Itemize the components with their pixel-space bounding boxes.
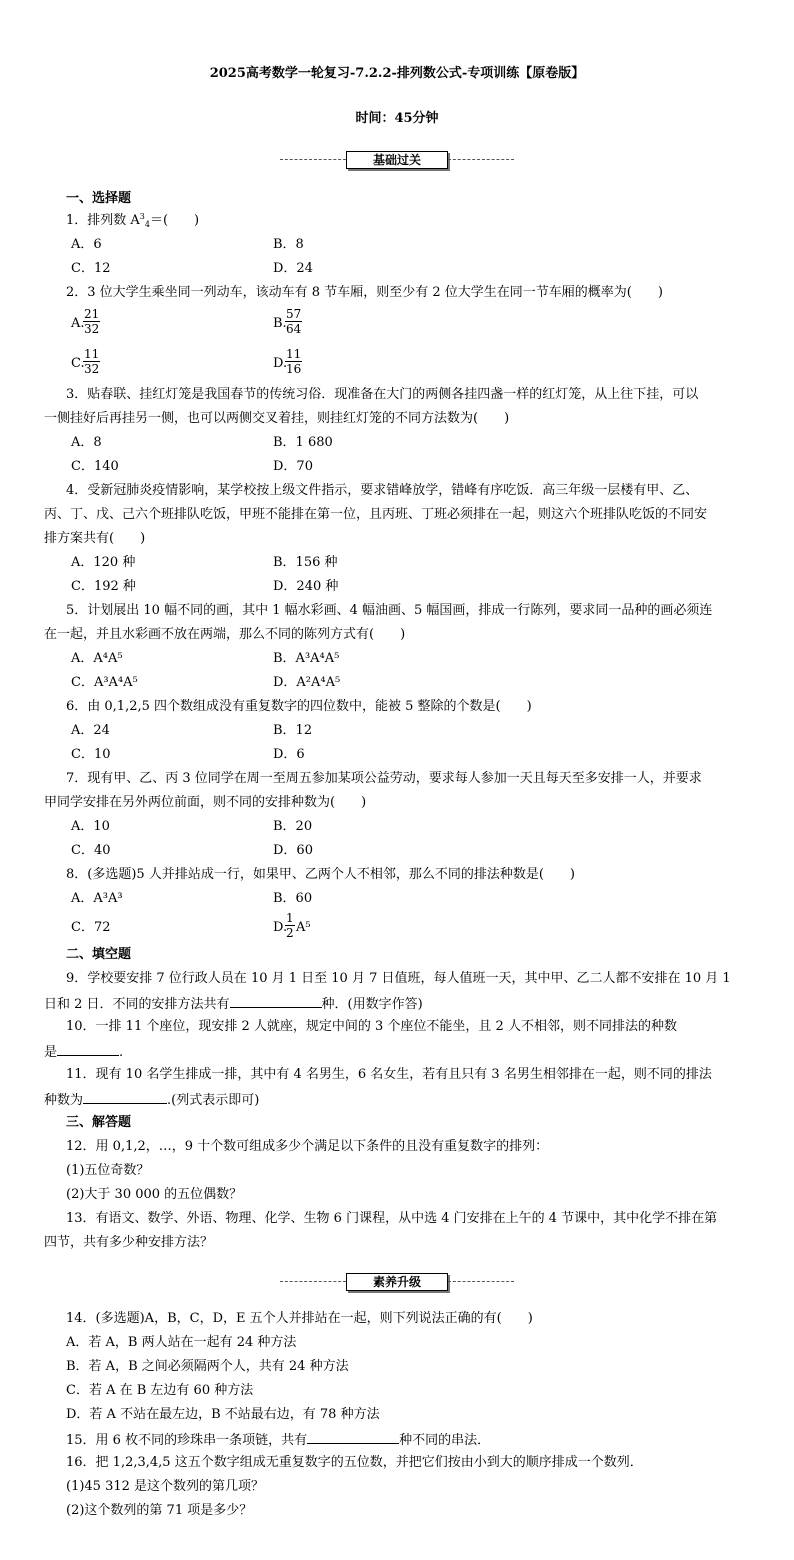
q5-option-c: C．A³A⁴A⁵ — [71, 675, 138, 690]
q4-option-b: B．156 种 — [273, 555, 338, 570]
question-8: 8．(多选题)5 人并排站成一行，如果甲、乙两个人不相邻，那么不同的排法种数是( ) — [66, 867, 575, 882]
q6-option-d: D．6 — [273, 747, 305, 762]
q2-option-a-label: A. — [71, 316, 85, 331]
q1-stem-b: ＝( ) — [149, 213, 200, 228]
q2-option-c-fraction — [83, 347, 100, 376]
q4-option-c: C．192 种 — [71, 579, 136, 594]
q8-option-a: A．A³A³ — [71, 891, 123, 906]
q11-text-a: 种数为 — [44, 1093, 84, 1108]
q15-answer-blank[interactable] — [307, 1431, 399, 1444]
q2-b-denominator: 64 — [286, 322, 302, 336]
q8-option-d-tail: A⁵ — [296, 920, 311, 935]
q2-a-denominator: 32 — [84, 322, 100, 336]
question-11-line-1: 11．现有 10 名学生排成一排，其中有 4 名男生，6 名女生，若有且只有 3 名男生相邻排在一起，则不同的排法 — [66, 1067, 712, 1082]
question-10-line-2 — [44, 1043, 123, 1061]
question-6: 6．由 0,1,2,5 四个数组成没有重复数字的四位数中，能被 5 整除的个数是( ) — [66, 699, 532, 714]
q1-option-d: D．24 — [273, 261, 313, 276]
q10-text-b: . — [119, 1045, 124, 1060]
q15-text-a: 15．用 6 枚不同的珍珠串一条项链，共有 — [66, 1433, 308, 1448]
q5-option-b: B．A³A⁴A⁵ — [273, 651, 340, 666]
section-heading-solve: 三、解答题 — [66, 1115, 132, 1130]
q4-option-d: D．240 种 — [273, 579, 339, 594]
question-13-line-2: 四节，共有多少种安排方法？ — [44, 1235, 214, 1250]
q3-option-a: A．8 — [71, 435, 102, 450]
q3-option-c: C．140 — [71, 459, 119, 474]
q2-c-denominator: 32 — [84, 362, 100, 376]
q2-option-b-label: B. — [273, 316, 287, 331]
q2-d-denominator: 16 — [286, 362, 302, 376]
q14-option-b: B．若 A，B 之间必须隔两个人，共有 24 种方法 — [66, 1359, 349, 1374]
q4-option-a: A．120 种 — [71, 555, 136, 570]
q7-option-c: C．40 — [71, 843, 111, 858]
q9-text-b: 种．(用数字作答) — [321, 997, 423, 1012]
section-banner-advanced — [280, 1273, 514, 1291]
question-4-line-1: 4．受新冠肺炎疫情影响，某学校按上级文件指示，要求错峰放学，错峰有序吃饭．高三年级一层楼有甲、乙、 — [66, 483, 699, 498]
q2-option-b-fraction — [285, 307, 302, 336]
q2-b-numerator: 57 — [286, 307, 302, 321]
q1-option-c: C．12 — [71, 261, 111, 276]
q2-option-a-fraction — [83, 307, 100, 336]
q2-option-c-label: C. — [71, 356, 85, 371]
q8-option-c: C．72 — [71, 920, 111, 935]
section-banner-basic — [280, 151, 514, 169]
q2-c-numerator: 11 — [84, 347, 100, 361]
q8-option-d-label: D. — [273, 920, 288, 935]
q11-answer-blank[interactable] — [83, 1091, 167, 1104]
question-3-line-1: 3．贴春联、挂红灯笼是我国春节的传统习俗．现准备在大门的两侧各挂四盏一样的红灯笼，从上往下挂，可以 — [66, 387, 699, 402]
question-14: 14．(多选题)A，B，C，D，E 五个人并排站在一起，则下列说法正确的有( ) — [66, 1311, 533, 1326]
q7-option-a: A．10 — [71, 819, 110, 834]
q2-a-numerator: 21 — [84, 307, 100, 321]
q3-option-d: D．70 — [273, 459, 313, 474]
q1-sub: 4 — [144, 220, 150, 229]
banner-divider — [280, 159, 346, 160]
q11-text-b: .(列式表示即可) — [167, 1093, 260, 1108]
q10-text-a: 是 — [44, 1045, 58, 1060]
banner-label: 素养升级 — [346, 1273, 448, 1291]
question-12-part-2: (2)大于 30 000 的五位偶数？ — [66, 1187, 243, 1202]
question-12-part-1: (1)五位奇数？ — [66, 1163, 150, 1178]
question-11-line-2 — [44, 1091, 259, 1109]
q5-option-d: D．A²A⁴A⁵ — [273, 675, 341, 690]
banner-divider — [448, 1281, 514, 1282]
question-16-part-2: (2)这个数列的第 71 项是多少？ — [66, 1503, 253, 1518]
q8-option-d-fraction — [285, 911, 295, 940]
q15-text-b: 种不同的串法． — [399, 1433, 491, 1448]
question-2: 2．3 位大学生乘坐同一列动车，该动车有 8 节车厢，则至少有 2 位大学生在同一节车厢的概率为( ) — [66, 285, 663, 300]
question-16-part-1: (1)45 312 是这个数列的第几项？ — [66, 1479, 265, 1494]
question-4-line-2: 丙、丁、戊、己六个班排队吃饭，甲班不能排在第一位，且丙班、丁班必须排在一起，则这六个班排队吃饭的不同安 — [44, 507, 708, 522]
q9-answer-blank[interactable] — [230, 995, 322, 1008]
q7-option-d: D．60 — [273, 843, 313, 858]
question-5-line-1: 5．计划展出 10 幅不同的画，其中 1 幅水彩画、4 幅油画、5 幅国画，排成一行陈列，要求同一品种的画必须连 — [66, 603, 713, 618]
section-heading-choice: 一、选择题 — [66, 191, 132, 206]
banner-divider — [448, 159, 514, 160]
q8-option-b: B．60 — [273, 891, 313, 906]
q6-option-a: A．24 — [71, 723, 110, 738]
q10-answer-blank[interactable] — [57, 1043, 119, 1056]
q1-option-a: A．6 — [71, 237, 102, 252]
question-9-line-2 — [44, 995, 423, 1013]
q2-option-d-fraction — [285, 347, 302, 376]
section-heading-fill: 二、填空题 — [66, 947, 132, 962]
question-15 — [66, 1431, 490, 1449]
q8-d-denominator: 2 — [286, 926, 294, 940]
question-7-line-1: 7．现有甲、乙、丙 3 位同学在周一至周五参加某项公益劳动，要求每人参加一天且每天至多安排一人，并要求 — [66, 771, 702, 786]
question-1 — [66, 213, 199, 229]
question-5-line-2: 在一起，并且水彩画不放在两端，那么不同的陈列方式有( ) — [44, 627, 406, 642]
q2-option-d-label: D. — [273, 356, 288, 371]
time-limit: 时间：45分钟 — [355, 111, 439, 126]
q2-d-numerator: 11 — [286, 347, 302, 361]
q1-sup: 3 — [139, 212, 145, 221]
q1-stem-a: 1．排列数 A — [66, 213, 140, 228]
question-13-line-1: 13．有语文、数学、外语、物理、化学、生物 6 门课程，从中选 4 门安排在上午的 4 节课中，其中化学不排在第 — [66, 1211, 718, 1226]
document-title: 2025高考数学一轮复习-7.2.2-排列数公式-专项训练【原卷版】 — [209, 66, 585, 81]
q6-option-b: B．12 — [273, 723, 313, 738]
q14-option-c: C．若 A 在 B 左边有 60 种方法 — [66, 1383, 254, 1398]
question-12: 12．用 0,1,2，…，9 十个数可组成多少个满足以下条件的且没有重复数字的排列： — [66, 1139, 549, 1154]
q6-option-c: C．10 — [71, 747, 111, 762]
question-16: 16．把 1,2,3,4,5 这五个数字组成无重复数字的五位数，并把它们按由小到大的顺序排成一个数列． — [66, 1455, 643, 1470]
question-4-line-3: 排方案共有( ) — [44, 531, 146, 546]
q1-option-b: B．8 — [273, 237, 304, 252]
q14-option-d: D．若 A 不站在最左边，B 不站最右边，有 78 种方法 — [66, 1407, 380, 1422]
question-7-line-2: 甲同学安排在另外两位前面，则不同的安排种数为( ) — [44, 795, 367, 810]
q7-option-b: B．20 — [273, 819, 313, 834]
banner-label: 基础过关 — [346, 151, 448, 169]
q14-option-a: A．若 A，B 两人站在一起有 24 种方法 — [66, 1335, 297, 1350]
question-3-line-2: 一侧挂好后再挂另一侧，也可以两侧交叉着挂，则挂红灯笼的不同方法数为( ) — [44, 411, 510, 426]
q5-option-a: A．A⁴A⁵ — [71, 651, 123, 666]
question-10-line-1: 10．一排 11 个座位，现安排 2 人就座，规定中间的 3 个座位不能坐，且 2 人不相邻，则不同排法的种数 — [66, 1019, 677, 1034]
banner-divider — [280, 1281, 346, 1282]
q8-d-numerator: 1 — [286, 911, 294, 925]
q3-option-b: B．1 680 — [273, 435, 333, 450]
question-9-line-1: 9．学校要安排 7 位行政人员在 10 月 1 日至 10 月 7 日值班，每人值班一天，其中甲、乙二人都不安排在 10 月 1 — [66, 971, 731, 986]
q9-text-a: 日和 2 日．不同的安排方法共有 — [44, 997, 230, 1012]
